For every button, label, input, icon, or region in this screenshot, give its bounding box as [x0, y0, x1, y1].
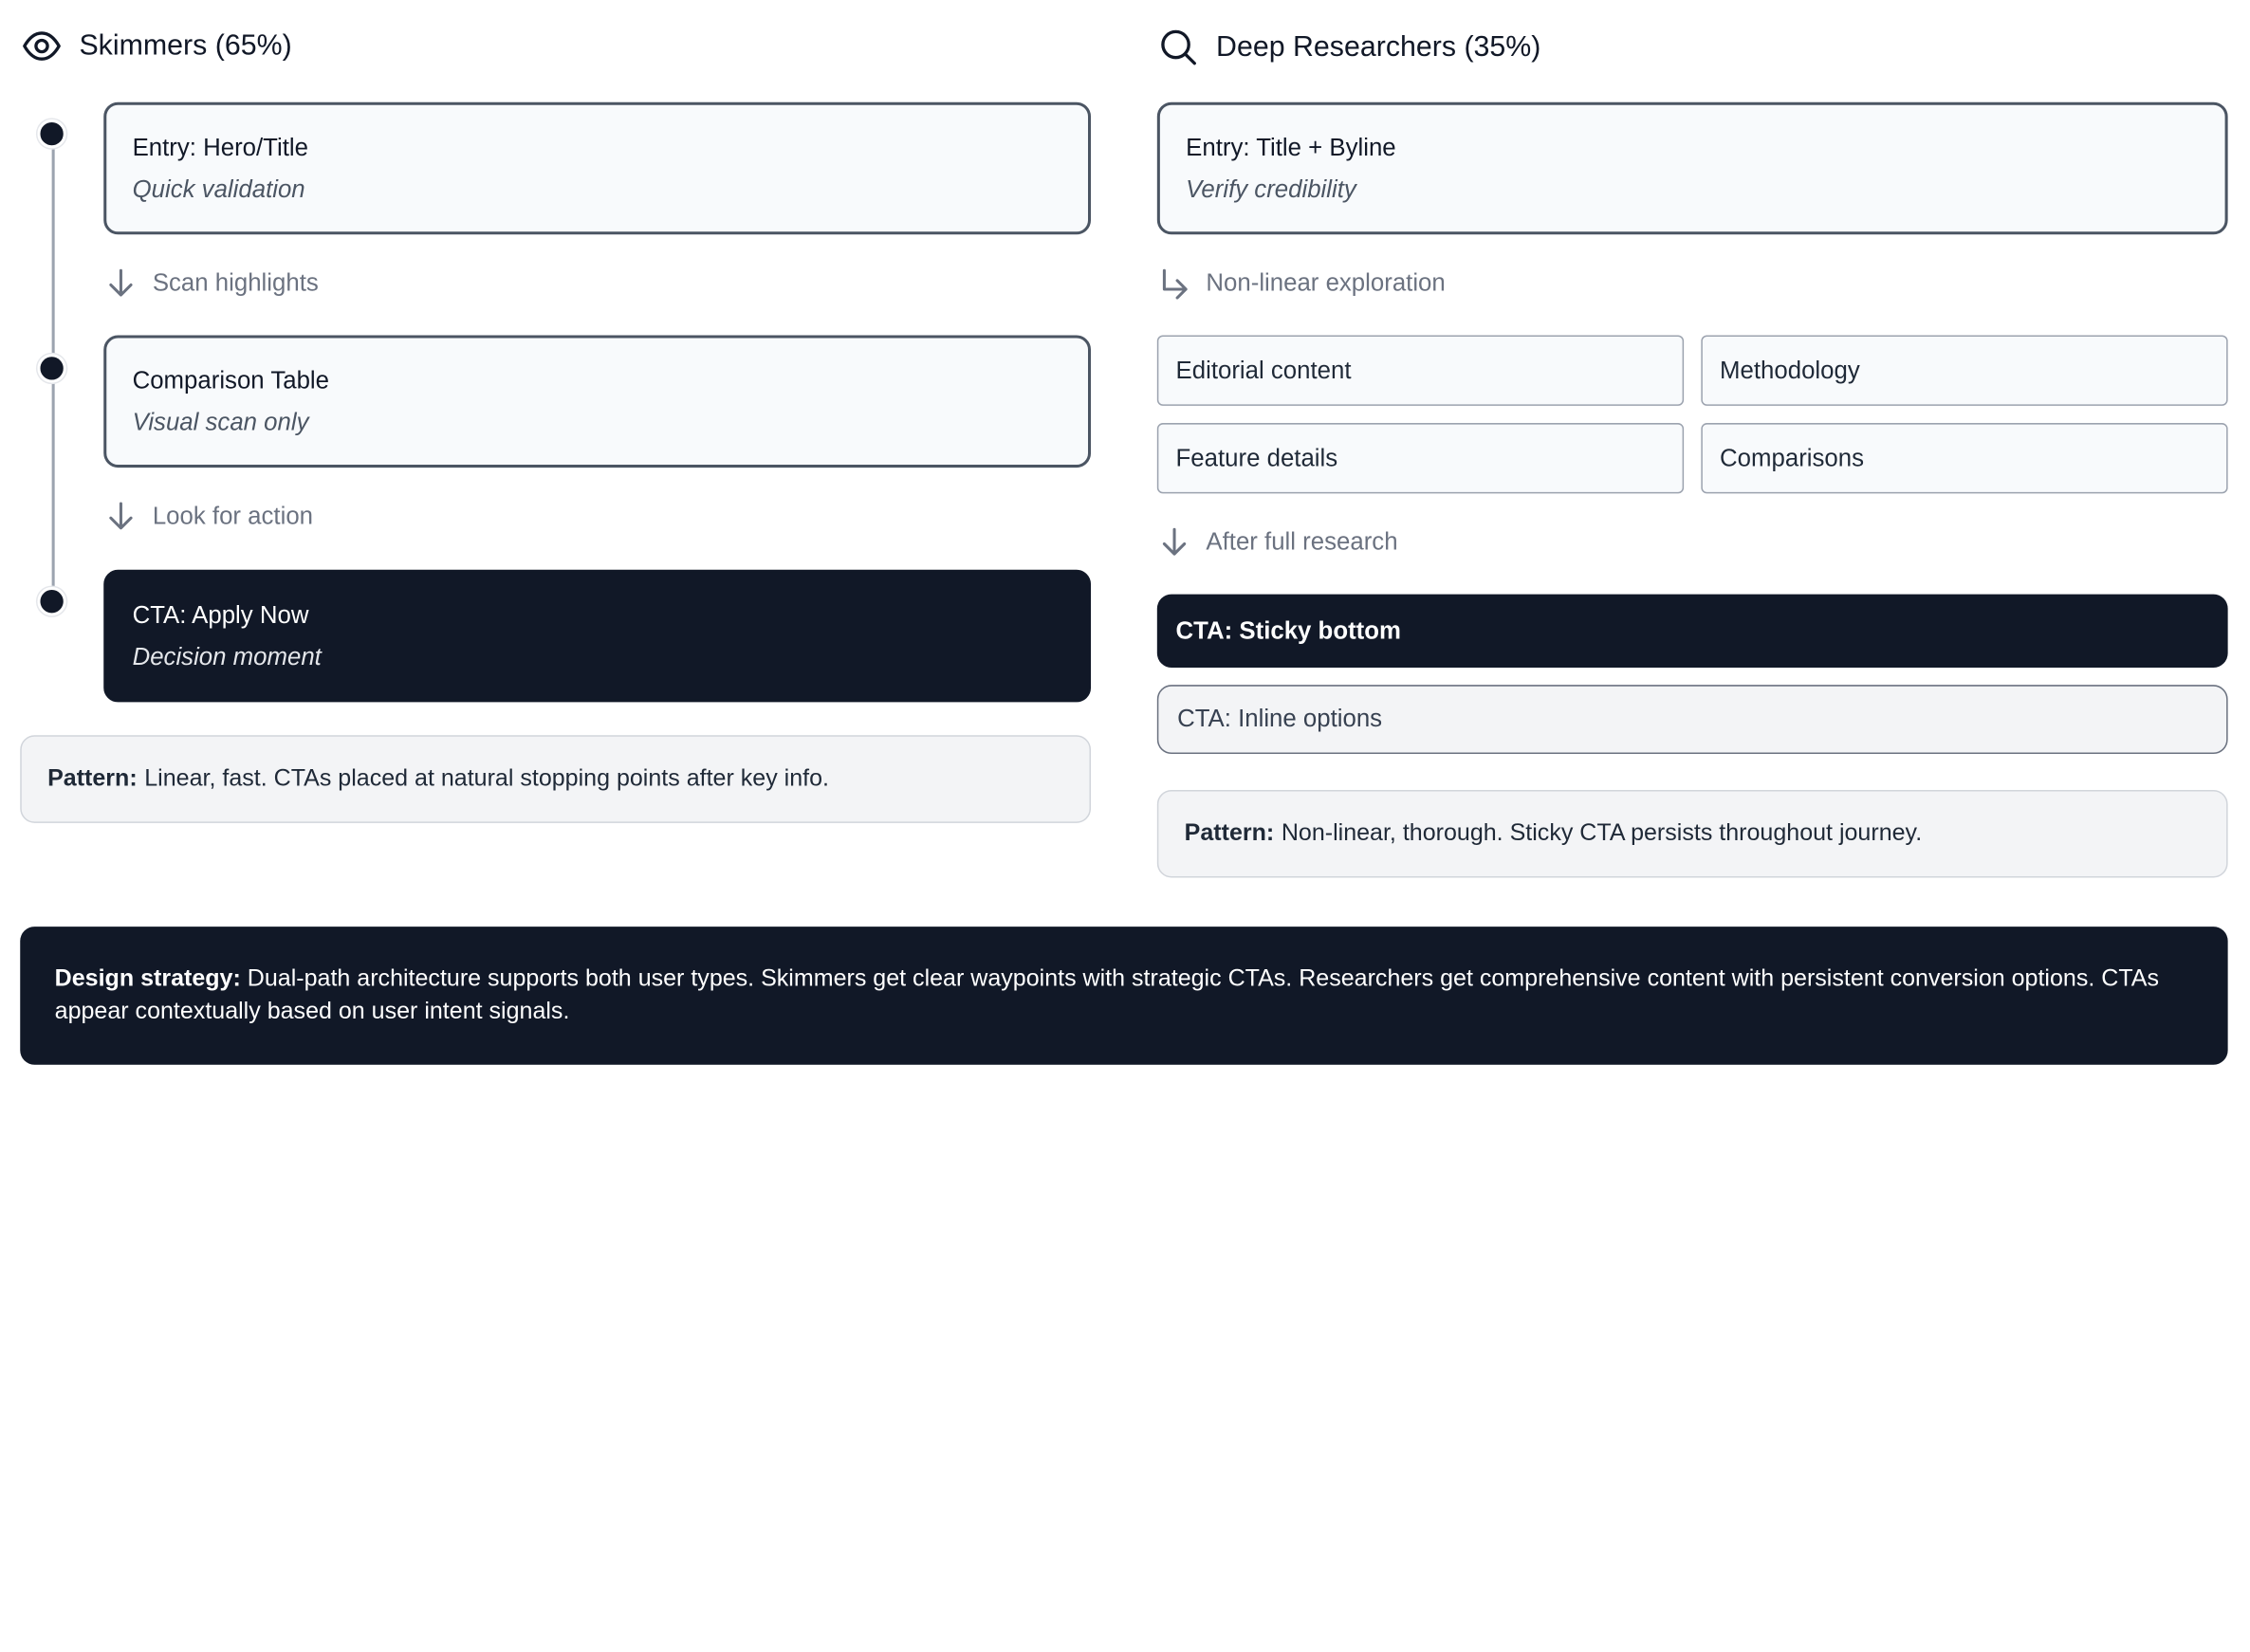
tile-label: Feature details — [1175, 444, 1338, 471]
pattern-label: Pattern: — [1184, 819, 1275, 847]
strategy-label: Design strategy: — [54, 965, 241, 992]
step-label: Non-linear exploration — [1206, 268, 1446, 297]
card-subtitle: Quick validation — [132, 175, 305, 203]
card-title: Entry: Title + Byline — [1186, 134, 1396, 161]
timeline-dot — [37, 587, 65, 615]
tile-label: Comparisons — [1720, 444, 1865, 471]
tile-editorial[interactable] — [1157, 336, 1684, 406]
design-strategy-banner — [20, 927, 2227, 1065]
cta-label: CTA: Inline options — [1177, 705, 1383, 733]
strategy-text: Dual-path architecture supports both user types. Skimmers get clear waypoints with strategic CTAs. Researchers get comprehensive content with persistent conversion options. CTAs appear contextually based on user intent signals. — [54, 965, 2159, 1025]
tile-methodology[interactable] — [1701, 336, 2227, 406]
arrow-down-icon — [1160, 526, 1189, 558]
cta-inline-options[interactable] — [1157, 685, 2228, 754]
corner-arrow-icon — [1160, 267, 1189, 299]
skimmer-step-action — [106, 501, 313, 532]
researchers-heading-text: Deep Researchers (35%) — [1216, 30, 1541, 63]
step-label: Scan highlights — [152, 268, 319, 297]
researcher-entry-card — [1157, 102, 2228, 235]
researcher-pattern-note — [1157, 790, 2228, 878]
researchers-heading — [1158, 28, 1540, 65]
skimmer-table-card — [103, 336, 1091, 468]
skimmer-cta-card[interactable] — [103, 570, 1091, 703]
eye-icon — [22, 28, 62, 63]
skimmer-pattern-note — [20, 735, 1091, 823]
cta-label: CTA: Sticky bottom — [1175, 616, 1401, 644]
card-subtitle: Verify credibility — [1186, 175, 1356, 203]
pattern-text: Linear, fast. CTAs placed at natural stopping points after key info. — [144, 765, 830, 792]
skimmer-entry-card — [103, 102, 1091, 235]
card-title: Comparison Table — [132, 366, 330, 395]
skimmers-heading-text: Skimmers (65%) — [79, 29, 292, 62]
pattern-label: Pattern: — [47, 765, 138, 792]
timeline-dot — [37, 119, 65, 148]
cta-sticky-bottom[interactable] — [1157, 595, 2228, 668]
step-label: Look for action — [152, 502, 314, 530]
arrow-down-icon — [106, 267, 135, 299]
card-subtitle: Decision moment — [132, 643, 322, 671]
card-title: CTA: Apply Now — [132, 601, 309, 630]
search-icon — [1158, 28, 1198, 65]
tile-feature-details[interactable] — [1157, 423, 1684, 493]
card-subtitle: Visual scan only — [132, 408, 309, 436]
researcher-step-explore — [1160, 267, 1446, 299]
researcher-step-after — [1160, 526, 1398, 558]
tile-label: Editorial content — [1175, 356, 1352, 384]
pattern-text: Non-linear, thorough. Sticky CTA persists throughout journey. — [1281, 819, 1923, 847]
skimmers-heading — [22, 28, 292, 63]
skimmer-step-scan — [106, 267, 319, 299]
step-label: After full research — [1206, 527, 1398, 556]
tile-comparisons[interactable] — [1701, 423, 2227, 493]
arrow-down-icon — [106, 501, 135, 532]
tile-label: Methodology — [1720, 356, 1860, 384]
card-title: Entry: Hero/Title — [132, 134, 308, 161]
timeline-dot — [37, 354, 65, 382]
